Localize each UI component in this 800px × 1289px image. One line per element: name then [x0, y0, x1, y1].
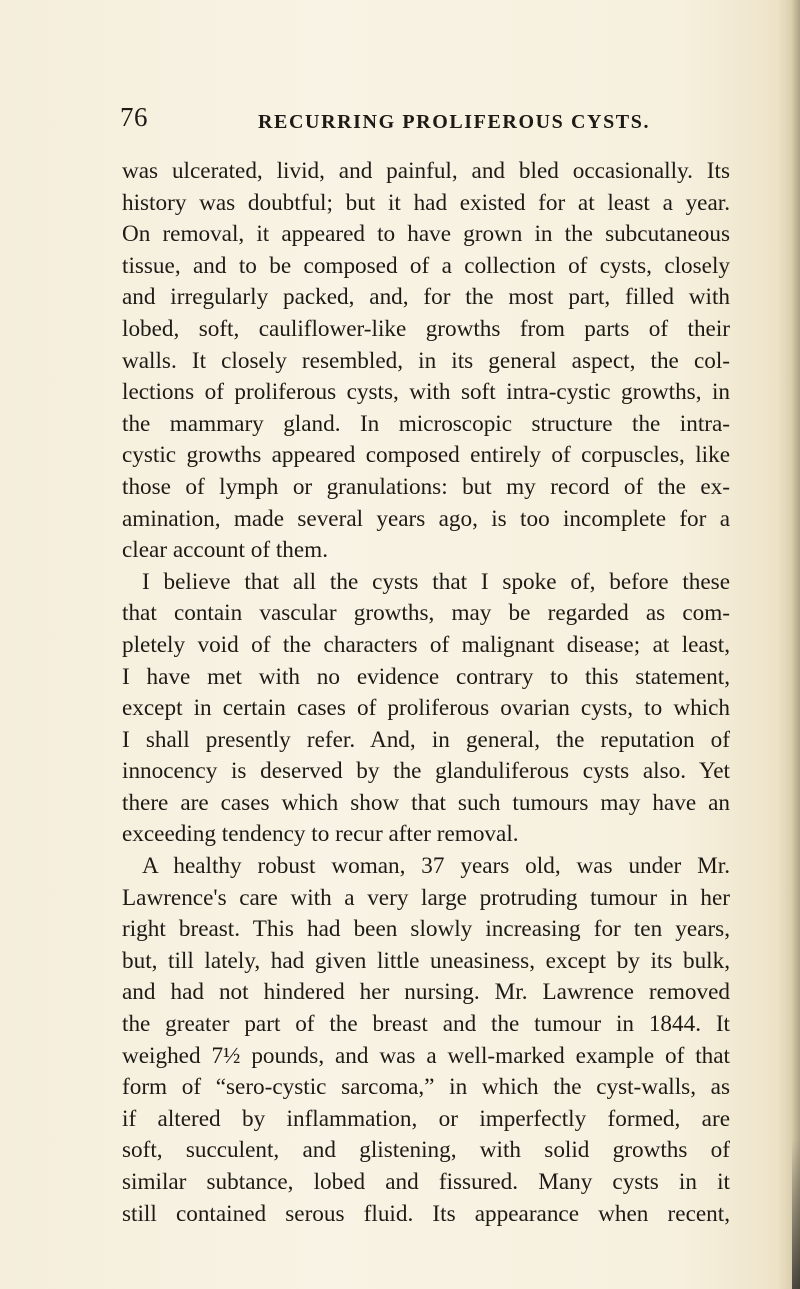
text-line: except in certain cases of proliferous ovarian cysts, to which — [122, 695, 730, 722]
text-line: still contained serous fluid. Its appearance when recent, — [122, 1200, 730, 1227]
text-line: cystic growths appeared composed entirely of corpuscles, like — [122, 442, 730, 469]
text-line: but, till lately, had given little uneasiness, except by its bulk, — [122, 947, 730, 974]
text-line: amination, made several years ago, is too incomplete for a — [122, 505, 730, 532]
text-line: exceeding tendency to recur after removal. — [122, 821, 519, 848]
text-line: was ulcerated, livid, and painful, and bled occasionally. Its — [122, 158, 730, 184]
page-edge-shadow — [778, 0, 800, 1289]
text-line: soft, succulent, and glistening, with solid growths of — [122, 1137, 730, 1164]
text-line: that contain vascular growths, may be regarded as com- — [122, 600, 730, 627]
text-line: history was doubtful; but it had existed for at least a year. — [122, 189, 730, 216]
text-line: the greater part of the breast and the tumour in 1844. It — [122, 1011, 730, 1038]
text-line: there are cases which show that such tumours may have an — [122, 789, 730, 816]
text-line: Lawrence's care with a very large protruding tumour in her — [122, 884, 730, 911]
text-line: pletely void of the characters of malignant disease; at least, — [122, 631, 730, 658]
text-line: I shall presently refer. And, in general, the reputation of — [122, 726, 730, 753]
text-line: right breast. This had been slowly increasing for ten years, — [122, 916, 730, 943]
text-line: On removal, it appeared to have grown in the subcutaneous — [122, 221, 730, 248]
text-line: and irregularly packed, and, for the most part, filled with — [122, 284, 730, 311]
page-number: 76 — [120, 102, 148, 132]
text-line: and had not hindered her nursing. Mr. Lawrence removed — [122, 979, 730, 1006]
body-text — [122, 156, 730, 1230]
text-line: weighed 7½ pounds, and was a well-marked example of that — [122, 1042, 730, 1069]
text-line: I have met with no evidence contrary to this statement, — [122, 663, 730, 690]
text-line: the mammary gland. In microscopic structure the intra- — [122, 410, 730, 437]
text-line: if altered by inflammation, or imperfectly formed, are — [122, 1105, 730, 1132]
text-line: those of lymph or granulations: but my record of the ex- — [122, 473, 730, 500]
text-line: lobed, soft, cauliflower-like growths from parts of their — [122, 315, 730, 342]
text-line: lections of proliferous cysts, with soft intra-cystic growths, in — [122, 379, 730, 406]
text-line: walls. It closely resembled, in its general aspect, the col- — [122, 347, 730, 374]
text-line: tissue, and to be composed of a collection of cysts, closely — [122, 252, 730, 279]
text-line: A healthy robust woman, 37 years old, was under Mr. — [142, 853, 730, 880]
text-line: I believe that all the cysts that I spoke of, before these — [142, 568, 730, 595]
text-line: innocency is deserved by the glanduliferous cysts also. Yet — [122, 758, 730, 785]
page-edge-dark — [792, 1139, 800, 1289]
text-line: form of “sero-cystic sarcoma,” in which the cyst-walls, as — [122, 1074, 730, 1101]
running-head: RECURRING PROLIFEROUS CYSTS. — [258, 111, 651, 133]
text-line: similar subtance, lobed and fissured. Many cysts in it — [122, 1169, 730, 1195]
text-line: clear account of them. — [122, 537, 329, 564]
